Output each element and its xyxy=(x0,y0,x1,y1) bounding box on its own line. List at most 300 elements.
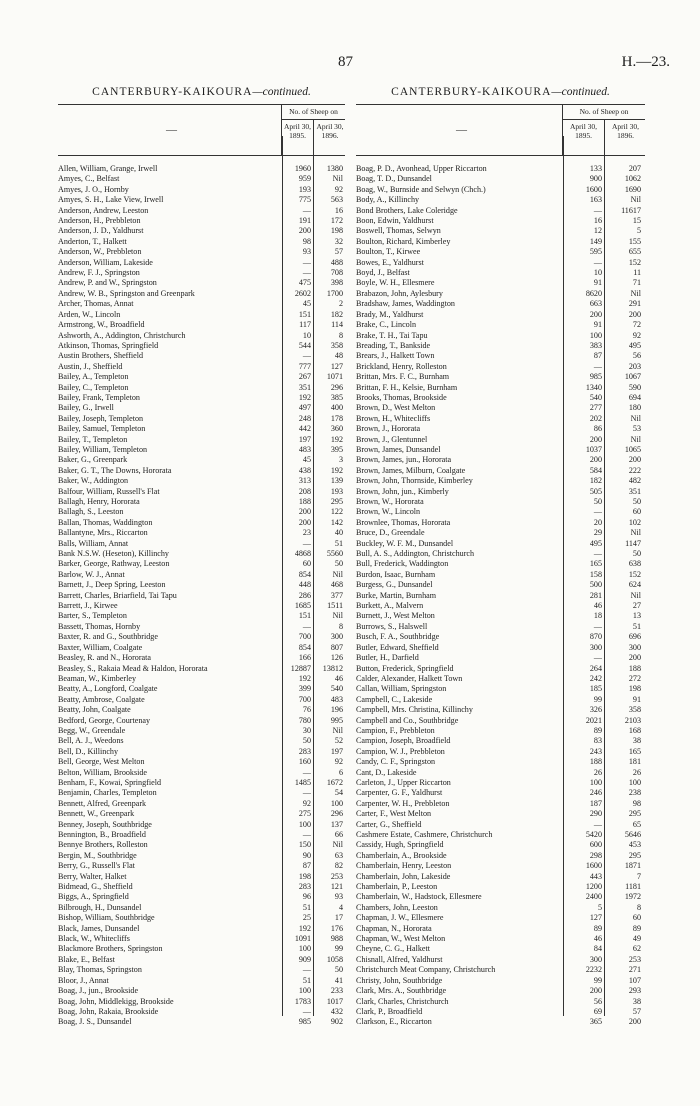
table-row xyxy=(356,840,645,850)
sheep-1896-value: 188 xyxy=(628,663,641,673)
page-number: 87 xyxy=(338,54,353,70)
owner-name: Boag, J. S., Dunsandel xyxy=(58,1017,132,1027)
sheep-1896-value: 196 xyxy=(330,705,343,715)
sheep-1896-value: 296 xyxy=(330,382,343,392)
sheep-1895-value: — xyxy=(302,351,311,361)
sheep-1896-value: Nil xyxy=(332,611,343,621)
table-row xyxy=(356,539,645,549)
table-row xyxy=(58,716,345,726)
table-row xyxy=(356,476,645,486)
sheep-1895-value: 23 xyxy=(302,528,311,538)
owner-name: Bidmead, G., Sheffield xyxy=(58,882,133,892)
sheep-1896-value: 1181 xyxy=(625,882,641,892)
owner-name: Button, Frederick, Springfield xyxy=(356,663,454,673)
table-row xyxy=(58,726,345,736)
owner-name: Chisnall, Alfred, Yaldhurst xyxy=(356,954,443,964)
sheep-1896-value: 65 xyxy=(632,819,641,829)
table-row xyxy=(356,768,645,778)
table-row xyxy=(356,788,645,798)
sheep-1896-value: 203 xyxy=(628,361,641,371)
sheep-1895-value: 1600 xyxy=(585,184,602,194)
sheep-1895-value: — xyxy=(302,965,311,975)
table-row xyxy=(58,237,345,247)
sheep-1896-value: 295 xyxy=(628,850,641,860)
owner-name: Brake, T. H., Tai Tapu xyxy=(356,330,428,340)
sheep-1895-value: 99 xyxy=(593,694,602,704)
table-row xyxy=(356,487,645,497)
owner-name: Butler, Edward, Sheffield xyxy=(356,642,439,652)
owner-name: Bedford, George, Courtenay xyxy=(58,715,151,725)
sheep-1896-value: 995 xyxy=(330,715,343,725)
sheep-1895-value: 51 xyxy=(302,975,311,985)
table-row xyxy=(356,736,645,746)
sheep-1896-value: 99 xyxy=(334,944,343,954)
table-row xyxy=(356,913,645,923)
sheep-1896-value: 56 xyxy=(632,351,641,361)
sheep-1895-value: 900 xyxy=(589,174,602,184)
owner-name: Boulton, T., Kirwee xyxy=(356,247,421,257)
table-row xyxy=(58,1017,345,1027)
owner-name: Christchurch Meat Company, Christchurch xyxy=(356,965,496,975)
owner-name: Bergin, M., Southbridge xyxy=(58,850,137,860)
owner-name: Baxter, R. and G., Southbridge xyxy=(58,632,158,642)
table-row xyxy=(58,861,345,871)
sheep-1896-value: 377 xyxy=(330,590,343,600)
sheep-1895-value: 313 xyxy=(298,476,311,486)
table-row xyxy=(58,455,345,465)
sheep-1895-value: 775 xyxy=(298,195,311,205)
sheep-1896-value: 1058 xyxy=(326,954,343,964)
owner-name: Bank N.S.W. (Heseton), Killinchy xyxy=(58,549,169,559)
sheep-1896-value: 300 xyxy=(628,642,641,652)
table-row xyxy=(58,393,345,403)
sheep-1896-value: 200 xyxy=(628,653,641,663)
sheep-1895-value: 5420 xyxy=(585,830,602,839)
sheep-1896-value: 53 xyxy=(632,424,641,434)
owner-name: Barker, George, Rathway, Leeston xyxy=(58,559,170,569)
right-rows xyxy=(356,156,645,1028)
sheep-1895-value: 151 xyxy=(298,611,311,621)
owner-name: Bruce, D., Greendale xyxy=(356,528,425,538)
owner-name: Clark, Mrs. A., Southbridge xyxy=(356,986,447,996)
sheep-1896-value: 468 xyxy=(330,580,343,590)
sheep-1896-value: Nil xyxy=(630,413,641,423)
table-row xyxy=(356,258,645,268)
table-row xyxy=(356,643,645,653)
owner-name: Armstrong, W., Broadfield xyxy=(58,320,145,330)
sheep-1895-value: 10 xyxy=(302,330,311,340)
owner-name: Bull, Frederick, Waddington xyxy=(356,559,449,569)
table-row xyxy=(356,310,645,320)
sheep-1895-value: 438 xyxy=(298,465,311,475)
sheep-1895-value: 187 xyxy=(589,798,602,808)
table-row xyxy=(356,299,645,309)
table-row xyxy=(58,247,345,257)
sheep-1896-value: 46 xyxy=(334,673,343,683)
table-row xyxy=(356,570,645,580)
sheep-1896-value: 1147 xyxy=(625,538,641,548)
sheep-1896-value: 11617 xyxy=(621,205,641,215)
table-row xyxy=(58,174,345,184)
sheep-1895-value: 83 xyxy=(593,736,602,746)
sheep-1895-value: 166 xyxy=(298,653,311,663)
table-row xyxy=(58,736,345,746)
sheep-1895-value: 16 xyxy=(593,216,602,226)
table-row xyxy=(356,632,645,642)
sheep-1895-value: 870 xyxy=(589,632,602,642)
owner-name: Beasley, R. and N., Hororata xyxy=(58,653,151,663)
sheep-1895-value: 185 xyxy=(589,684,602,694)
sheep-1896-value: 51 xyxy=(334,538,343,548)
sheep-1895-value: 208 xyxy=(298,486,311,496)
table-row xyxy=(356,778,645,788)
sheep-1895-value: 45 xyxy=(302,455,311,465)
sheep-1896-value: 17 xyxy=(334,913,343,923)
table-row xyxy=(356,997,645,1007)
sheep-1895-value: 76 xyxy=(302,705,311,715)
sheep-1895-value: 277 xyxy=(589,403,602,413)
owner-name: Baker, G., Greenpark xyxy=(58,455,128,465)
sheep-1896-value: 192 xyxy=(330,434,343,444)
table-row xyxy=(356,518,645,528)
owner-name: Brown, John, Thornside, Kimberley xyxy=(356,476,473,486)
owner-name: Barnett, J., Deep Spring, Leeston xyxy=(58,580,166,590)
sheep-1895-value: 200 xyxy=(589,986,602,996)
sheep-1895-value: 1340 xyxy=(585,382,602,392)
owner-name: Brittan, Mrs. F. C., Burnham xyxy=(356,372,450,382)
sheep-1896-value: 207 xyxy=(628,164,641,173)
sheep-1895-value: 854 xyxy=(298,642,311,652)
sheep-1895-value: 165 xyxy=(589,559,602,569)
sheep-1896-value: 238 xyxy=(628,788,641,798)
sheep-1895-value: 188 xyxy=(298,497,311,506)
sheep-1895-value: — xyxy=(302,621,311,631)
table-row xyxy=(356,872,645,882)
owner-name: Bailey, A., Templeton xyxy=(58,372,129,382)
sheep-1896-value: 11 xyxy=(633,268,641,278)
table-row xyxy=(58,809,345,819)
sheep-1895-value: 188 xyxy=(589,757,602,767)
sheep-1895-value: 663 xyxy=(589,299,602,309)
column-title: CANTERBURY-KAIKOURA—continued. xyxy=(391,86,610,98)
sheep-1896-value: 71 xyxy=(632,278,641,288)
sheep-1895-value: 1960 xyxy=(294,164,311,173)
sheep-1896-value: 107 xyxy=(628,975,641,985)
sheep-1895-value: 158 xyxy=(589,569,602,579)
sheep-1895-value: 600 xyxy=(589,840,602,850)
sheep-1896-value: 1380 xyxy=(326,164,343,173)
table-row xyxy=(356,507,645,517)
owner-name: Bell, George, West Melton xyxy=(58,757,145,767)
sheep-1895-value: 1091 xyxy=(294,934,311,944)
owner-name: Calder, Alexander, Halkett Town xyxy=(356,673,463,683)
column-rule xyxy=(604,136,605,1016)
owner-name: Boon, Edwin, Yaldhurst xyxy=(356,216,434,226)
owner-name: Burnett, J., West Melton xyxy=(356,611,435,621)
table-row xyxy=(356,383,645,393)
table-row xyxy=(58,487,345,497)
sheep-1895-value: — xyxy=(593,205,602,215)
column-rule xyxy=(313,136,314,1016)
sheep-1896-value: 172 xyxy=(330,216,343,226)
sheep-1895-value: 20 xyxy=(593,517,602,527)
sheep-1895-value: 163 xyxy=(589,195,602,205)
owner-name: Biggs, A., Springfield xyxy=(58,892,129,902)
table-row xyxy=(356,435,645,445)
owner-name: Bailey, Samuel, Templeton xyxy=(58,424,146,434)
owner-name: Amyes, S. H., Lake View, Irwell xyxy=(58,195,164,205)
column-rule xyxy=(563,136,564,1016)
table-header xyxy=(58,104,345,156)
sheep-1895-value: 200 xyxy=(589,434,602,444)
table-row xyxy=(58,195,345,205)
sheep-1896-value: 38 xyxy=(632,996,641,1006)
table-row xyxy=(58,684,345,694)
sheep-1896-value: 197 xyxy=(330,746,343,756)
table-row xyxy=(58,559,345,569)
owner-name: Boag, W., Burnside and Selwyn (Chch.) xyxy=(356,184,486,194)
sheep-1896-value: 295 xyxy=(628,809,641,819)
sheep-1895-value: 100 xyxy=(589,330,602,340)
owner-name: Austin Brothers, Sheffield xyxy=(58,351,144,361)
owner-name: Chapman, N., Hororata xyxy=(356,923,432,933)
owner-name: Boyle, W. H., Ellesmere xyxy=(356,278,435,288)
owner-name: Brown, W., Hororata xyxy=(356,497,424,506)
table-row xyxy=(356,726,645,736)
sheep-1895-value: 200 xyxy=(298,517,311,527)
table-row xyxy=(356,185,645,195)
table-row xyxy=(58,320,345,330)
sheep-1895-value: 351 xyxy=(298,382,311,392)
sheep-1895-value: 150 xyxy=(298,840,311,850)
owner-name: Brickland, Henry, Rolleston xyxy=(356,361,447,371)
sheep-1896-value: 92 xyxy=(334,184,343,194)
sheep-1895-value: 98 xyxy=(302,236,311,246)
left-column xyxy=(58,86,345,1028)
table-row xyxy=(58,466,345,476)
owner-name: Amyes, J. O., Hornby xyxy=(58,184,129,194)
table-row xyxy=(356,747,645,757)
sheep-1895-value: 89 xyxy=(593,923,602,933)
table-row xyxy=(356,1007,645,1017)
sheep-1896-value: 152 xyxy=(628,569,641,579)
owner-name: Bennett, Alfred, Greenpark xyxy=(58,798,147,808)
owner-name: Belton, William, Brookside xyxy=(58,767,147,777)
owner-name: Ballagh, Henry, Hororata xyxy=(58,497,140,506)
sheep-1896-value: 495 xyxy=(628,340,641,350)
owner-name: Beatty, Ambrose, Coalgate xyxy=(58,694,145,704)
sheep-1896-value: 8 xyxy=(338,330,343,340)
owner-name: Bowes, E., Yaldhurst xyxy=(356,257,424,267)
owner-name: Brooks, Thomas, Brookside xyxy=(356,392,447,402)
sheep-1895-value: 100 xyxy=(589,777,602,787)
sheep-1896-value: 1511 xyxy=(327,601,343,611)
owner-name: Berry, Walter, Halket xyxy=(58,871,127,881)
owner-name: Anderson, W., Prebbleton xyxy=(58,247,142,257)
owner-name: Clarkson, E., Riccarton xyxy=(356,1017,432,1027)
sheep-1896-value: 358 xyxy=(330,340,343,350)
sheep-1895-value: 483 xyxy=(298,444,311,454)
owner-name: Callan, William, Springston xyxy=(356,684,447,694)
owner-name: Bishop, William, Southbridge xyxy=(58,913,155,923)
table-row xyxy=(58,310,345,320)
sheep-1895-value: 700 xyxy=(298,694,311,704)
sheep-1895-value: 298 xyxy=(589,850,602,860)
sheep-1895-value: 4868 xyxy=(294,549,311,559)
sheep-1895-value: 248 xyxy=(298,413,311,423)
sheep-1896-value: 100 xyxy=(330,798,343,808)
sheep-1895-value: 192 xyxy=(298,392,311,402)
table-row xyxy=(356,174,645,184)
sheep-1896-value: 200 xyxy=(628,455,641,465)
table-row xyxy=(356,622,645,632)
sheep-1896-value: 50 xyxy=(632,549,641,559)
sheep-1895-value: 2232 xyxy=(585,965,602,975)
table-row xyxy=(58,695,345,705)
table-row xyxy=(356,445,645,455)
sheep-1896-value: 1067 xyxy=(624,372,641,382)
sheep-1895-value: 100 xyxy=(298,986,311,996)
sheep-1895-value: 151 xyxy=(298,309,311,319)
owner-name: Campbell, Mrs. Christina, Killinchy xyxy=(356,705,473,715)
table-row xyxy=(58,424,345,434)
sheep-1896-value: 222 xyxy=(628,465,641,475)
owner-name: Benney, Joseph, Southbridge xyxy=(58,819,152,829)
sheep-1895-value: 1685 xyxy=(294,601,311,611)
sheep-1895-value: 46 xyxy=(593,601,602,611)
sheep-1896-value: 694 xyxy=(628,392,641,402)
sheep-1896-value: 122 xyxy=(330,507,343,517)
sheep-1896-value: 351 xyxy=(628,486,641,496)
owner-name: Bond Brothers, Lake Coleridge xyxy=(356,205,458,215)
sheep-group-header: No. of Sheep on xyxy=(563,105,645,120)
owner-name: Chamberlain, John, Lakeside xyxy=(356,871,451,881)
table-row xyxy=(356,653,645,663)
sheep-1896-value: 624 xyxy=(628,580,641,590)
owner-name: Allen, William, Grange, Irwell xyxy=(58,164,158,173)
sheep-1895-value: 399 xyxy=(298,684,311,694)
sheep-1896-value: 165 xyxy=(628,746,641,756)
table-row xyxy=(356,601,645,611)
table-row xyxy=(58,705,345,715)
owner-name: Chamberlain, P., Leeston xyxy=(356,882,438,892)
owner-name: Bailey, C., Templeton xyxy=(58,382,129,392)
owner-name: Boswell, Thomas, Selwyn xyxy=(356,226,441,236)
sheep-1895-value: 191 xyxy=(298,216,311,226)
table-row xyxy=(356,955,645,965)
table-row xyxy=(58,632,345,642)
owner-name: Andrew, F. J., Springston xyxy=(58,268,140,278)
owner-name: Burke, Martin, Burnham xyxy=(356,590,437,600)
sheep-1896-value: 50 xyxy=(334,965,343,975)
table-row xyxy=(356,580,645,590)
sheep-1896-value: 1017 xyxy=(326,996,343,1006)
sheep-1896-value: 102 xyxy=(628,517,641,527)
sheep-1895-value: 96 xyxy=(302,892,311,902)
owner-name: Breading, T., Bankside xyxy=(356,340,431,350)
table-row xyxy=(58,372,345,382)
table-row xyxy=(58,278,345,288)
sheep-1896-value: 142 xyxy=(330,517,343,527)
table-row xyxy=(356,674,645,684)
sheep-1895-value: 500 xyxy=(589,580,602,590)
sheep-1895-value: 193 xyxy=(298,184,311,194)
table-row xyxy=(356,372,645,382)
sheep-1896-value: 563 xyxy=(330,195,343,205)
sheep-1895-value: 985 xyxy=(298,1017,311,1027)
owner-name: Brown, W., Lincoln xyxy=(356,507,421,517)
table-row xyxy=(356,684,645,694)
sheep-1895-value: 2400 xyxy=(585,892,602,902)
owner-name: Buckley, W. F. M., Dunsandel xyxy=(356,538,454,548)
owner-name: Barlow, W. J., Annat xyxy=(58,569,125,579)
sheep-1896-value: 1972 xyxy=(624,892,641,902)
owner-name: Beatty, A., Longford, Coalgate xyxy=(58,684,158,694)
table-row xyxy=(356,226,645,236)
table-row xyxy=(356,341,645,351)
sheep-1895-value: 700 xyxy=(298,632,311,642)
owner-name: Ashworth, A., Addington, Christchurch xyxy=(58,330,186,340)
owner-name: Blackmore Brothers, Springston xyxy=(58,944,163,954)
sheep-1895-value: 2021 xyxy=(585,715,602,725)
owner-name: Carleton, J., Upper Riccarton xyxy=(356,777,451,787)
table-row xyxy=(58,185,345,195)
sheep-1895-value: 30 xyxy=(302,725,311,735)
sheep-1896-value: 60 xyxy=(632,507,641,517)
sheep-1895-value: 50 xyxy=(302,736,311,746)
sheep-1895-value: 497 xyxy=(298,403,311,413)
sheep-1895-value: 91 xyxy=(593,278,602,288)
sheep-1896-value: Nil xyxy=(630,434,641,444)
sheep-1895-value: — xyxy=(302,268,311,278)
sheep-1895-value: 51 xyxy=(302,902,311,912)
owner-name: Campion, F., Prebbleton xyxy=(356,725,435,735)
sheep-1895-value: 475 xyxy=(298,278,311,288)
sheep-1895-value: 93 xyxy=(302,247,311,257)
sheep-1896-value: 300 xyxy=(330,632,343,642)
table-row xyxy=(58,268,345,278)
table-row xyxy=(58,580,345,590)
table-row xyxy=(356,247,645,257)
table-row xyxy=(356,903,645,913)
owner-name: Brown, John, jun., Kimberly xyxy=(356,486,449,496)
table-row xyxy=(58,331,345,341)
sheep-1896-value: 1071 xyxy=(326,372,343,382)
sheep-1895-value: 780 xyxy=(298,715,311,725)
table-row xyxy=(58,924,345,934)
sheep-1896-value: 32 xyxy=(334,236,343,246)
table-header xyxy=(356,104,645,156)
sheep-1895-value: 286 xyxy=(298,590,311,600)
sheep-1895-value: 242 xyxy=(589,673,602,683)
sheep-1895-value: 92 xyxy=(302,798,311,808)
sheep-1895-value: 326 xyxy=(589,705,602,715)
sheep-1895-value: 854 xyxy=(298,569,311,579)
owner-name: Boulton, Richard, Kimberley xyxy=(356,236,451,246)
table-row xyxy=(356,331,645,341)
table-row xyxy=(58,643,345,653)
table-row xyxy=(58,435,345,445)
sheep-1895-value: 595 xyxy=(589,247,602,257)
sheep-1895-value: 243 xyxy=(589,746,602,756)
table-row xyxy=(58,591,345,601)
owner-name: Bloor, J., Annat xyxy=(58,975,109,985)
sheep-1895-value: 985 xyxy=(589,372,602,382)
sheep-1896-value: 3 xyxy=(338,455,343,465)
owner-name: Christy, John, Southbridge xyxy=(356,975,443,985)
table-row xyxy=(58,1007,345,1017)
sheep-1896-value: 168 xyxy=(628,725,641,735)
